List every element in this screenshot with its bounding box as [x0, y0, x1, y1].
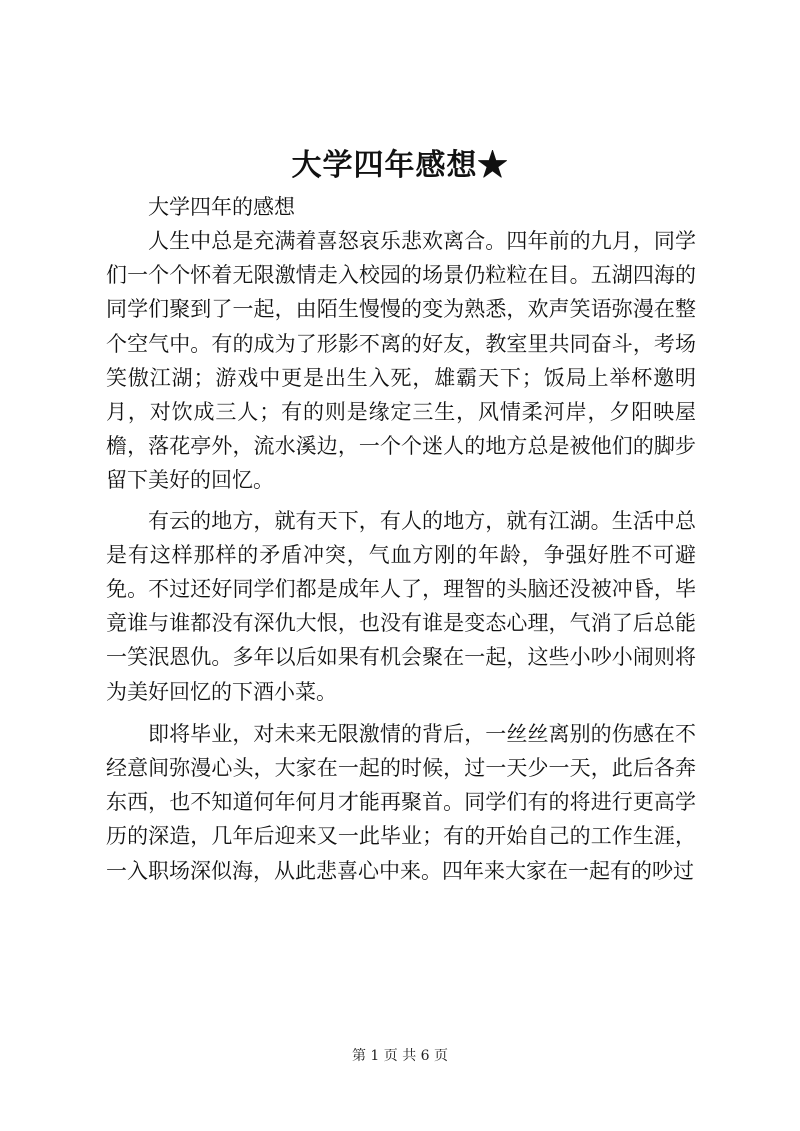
page-footer: 第 1 页 共 6 页	[351, 1048, 449, 1064]
document-body	[106, 190, 696, 888]
document-title: 大学四年感想★	[291, 148, 509, 183]
paragraph-1: 人生中总是充满着喜怒哀乐悲欢离合。四年前的九月，同学们一个个怀着无限激情走入校园的场景仍粒粒在目。五湖四海的同学们聚到了一起，由陌生慢慢的变为熟悉，欢声笑语弥漫在整个空气中。有的成为了形影不离的好友，教室里共同奋斗，考场笑傲江湖；游戏中更是出生入死，雄霸天下；饭局上举杯邀明月，对饮成三人；有的则是缘定三生，风情柔河岸，夕阳映屋檐，落花亭外，流水溪边，一个个迷人的地方总是被他们的脚步留下美好的回忆。	[106, 229, 696, 493]
paragraph-2: 有云的地方，就有天下，有人的地方，就有江湖。生活中总是有这样那样的矛盾冲突，气血方刚的年龄，争强好胜不可避免。不过还好同学们都是成年人了，理智的头脑还没被冲昏，毕竟谁与谁都没有深仇大恨，也没有谁是变态心理，气消了后总能一笑泯恩仇。多年以后如果有机会聚在一起，这些小吵小闹则将为美好回忆的下酒小菜。	[106, 508, 696, 704]
paragraph-3: 即将毕业，对未来无限激情的背后，一丝丝离别的伤感在不经意间弥漫心头，大家在一起的时候，过一天少一天，此后各奔东西，也不知道何年何月才能再聚首。同学们有的将进行更高学历的深造，几年后迎来又一此毕业；有的开始自己的工作生涯，一入职场深似海，从此悲喜心中来。四年来大家在一起有的吵过	[106, 721, 696, 883]
document-subtitle: 大学四年的感想	[148, 195, 295, 219]
